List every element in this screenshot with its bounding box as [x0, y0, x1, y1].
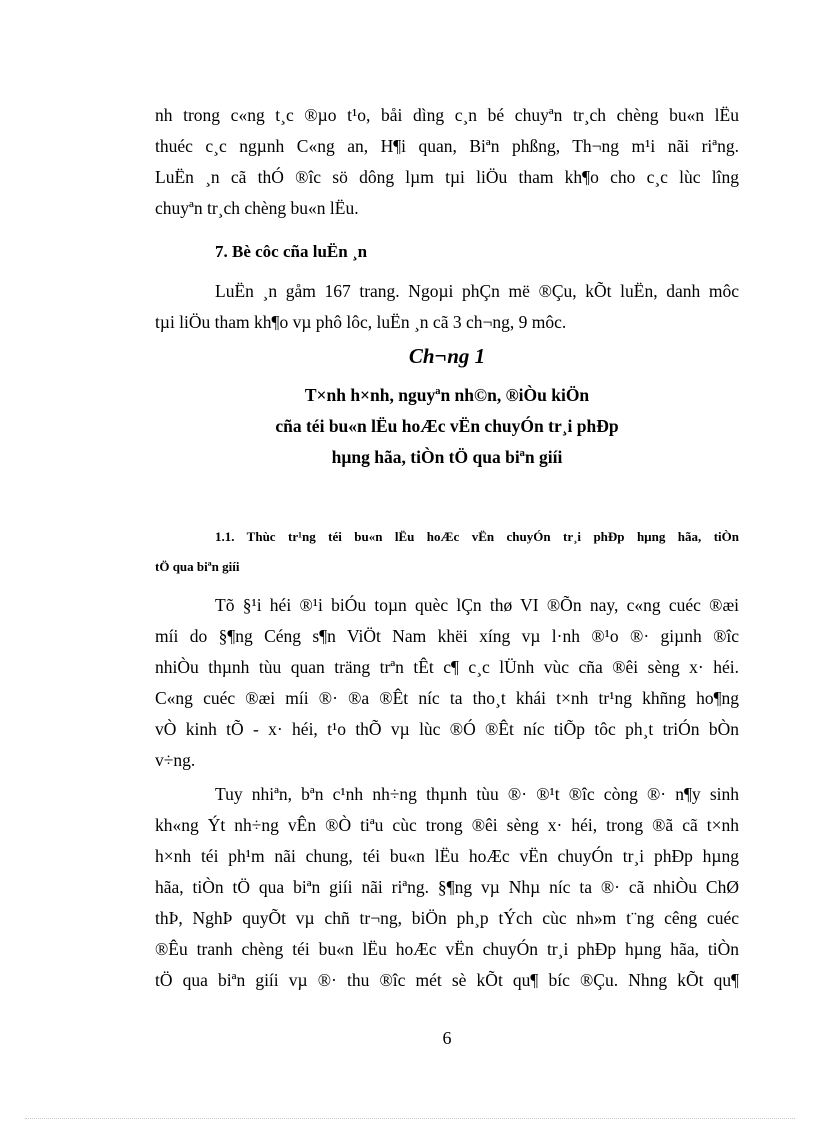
- text-line: kh«ng Ýt nh÷ng vÊn ®Ò tiªu cùc trong ®êi sèng x· héi, trong ®ã cã t×nh: [155, 815, 739, 835]
- chapter-subtitle-line: hµng hãa, tiÒn tÖ qua biªn giíi: [331, 447, 563, 467]
- section-heading-structure: 7. Bè côc cña luËn ¸n: [215, 242, 368, 261]
- paragraph-practical-significance: [155, 100, 739, 224]
- chapter-subtitle-line: T×nh h×nh, nguyªn nh©n, ®iÒu kiÖn: [304, 385, 590, 405]
- text-line: tÖ qua biªn giíi: [155, 559, 240, 574]
- text-line: tµi liÖu tham kh¶o vµ phô lôc, luËn ¸n cã 3 ch¬ng, 9 môc.: [155, 312, 567, 332]
- text-line: thuéc c¸c ngµnh C«ng an, H¶i quan, Biªn phßng, Th¬ng m¹i nãi riªng.: [155, 136, 739, 156]
- paragraph-negative-issues: [155, 779, 739, 996]
- text-line: C«ng cuéc ®æi míi ®· ®a ®Êt níc ta tho¸t khái t×nh tr¹ng khñng ho¶ng: [155, 688, 739, 708]
- chapter-title: Ch¬ng 1: [408, 344, 486, 368]
- text-line: Tõ §¹i héi ®¹i biÓu toµn quèc lÇn thø VI ®Õn nay, c«ng cuéc ®æi: [215, 595, 739, 615]
- text-line: tÖ qua biªn giíi vµ ®· thu ®îc mét sè kÕt qu¶ bíc ®Çu. Nhng kÕt qu¶: [155, 970, 739, 990]
- text-line: v÷ng.: [155, 750, 196, 770]
- text-line: nhiÒu thµnh tùu quan träng trªn tÊt c¶ c¸c lÜnh vùc cña ®êi sèng x· héi.: [155, 657, 739, 677]
- text-line: thÞ, NghÞ quyÕt vµ chñ tr¬ng, biÖn ph¸p tÝch cùc nh»m t¨ng cêng cuéc: [155, 908, 739, 928]
- text-line: vÒ kinh tÕ - x· héi, t¹o thÕ vµ lùc ®Ó ®Êt níc tiÕp tôc ph¸t triÓn bÒn: [155, 719, 739, 739]
- text-line: hãa, tiÒn tÖ qua biªn giíi nãi riªng. §¶ng vµ Nhµ níc ta ®· cã nhiÒu ChØ: [155, 877, 739, 897]
- text-line: h×nh téi ph¹m nãi chung, téi bu«n lËu hoÆc vËn chuyÓn tr¸i phÐp hµng: [155, 846, 739, 866]
- text-line: LuËn ¸n gåm 167 trang. Ngoµi phÇn më ®Çu, kÕt luËn, danh môc: [215, 281, 739, 301]
- text-line: chuyªn tr¸ch chèng bu«n lËu.: [155, 198, 359, 218]
- section-heading-1-1: [155, 522, 739, 582]
- text-line: Tuy nhiªn, bªn c¹nh nh÷ng thµnh tùu ®· ®¹t ®îc còng ®· n¶y sinh: [215, 784, 739, 804]
- text-line: LuËn ¸n cã thÓ ®îc sö dông lµm tµi liÖu tham kh¶o cho c¸c lùc lîng: [155, 167, 739, 187]
- text-line: nh trong c«ng t¸c ®µo t¹o, båi dìng c¸n bé chuyªn tr¸ch chèng bu«n lËu: [155, 105, 739, 125]
- text-line: ®Êu tranh chèng téi bu«n lËu hoÆc vËn chuyÓn tr¸i phÐp hµng hãa, tiÒn: [155, 939, 739, 959]
- chapter-subtitle: [0, 380, 816, 473]
- text-line: míi do §¶ng Céng s¶n ViÖt Nam khëi xíng vµ l·nh ®¹o ®· giµnh ®îc: [155, 626, 739, 646]
- paragraph-renovation: [155, 590, 739, 776]
- text-line: 1.1. Thùc tr¹ng téi bu«n lËu hoÆc vËn chuyÓn tr¸i phÐp hµng hãa, tiÒn: [215, 529, 739, 544]
- page-bottom-divider: [25, 1118, 795, 1119]
- chapter-subtitle-line: cña téi bu«n lËu hoÆc vËn chuyÓn tr¸i phÐp: [275, 416, 619, 436]
- paragraph-thesis-structure: [155, 276, 739, 338]
- page-number: 6: [442, 1028, 452, 1048]
